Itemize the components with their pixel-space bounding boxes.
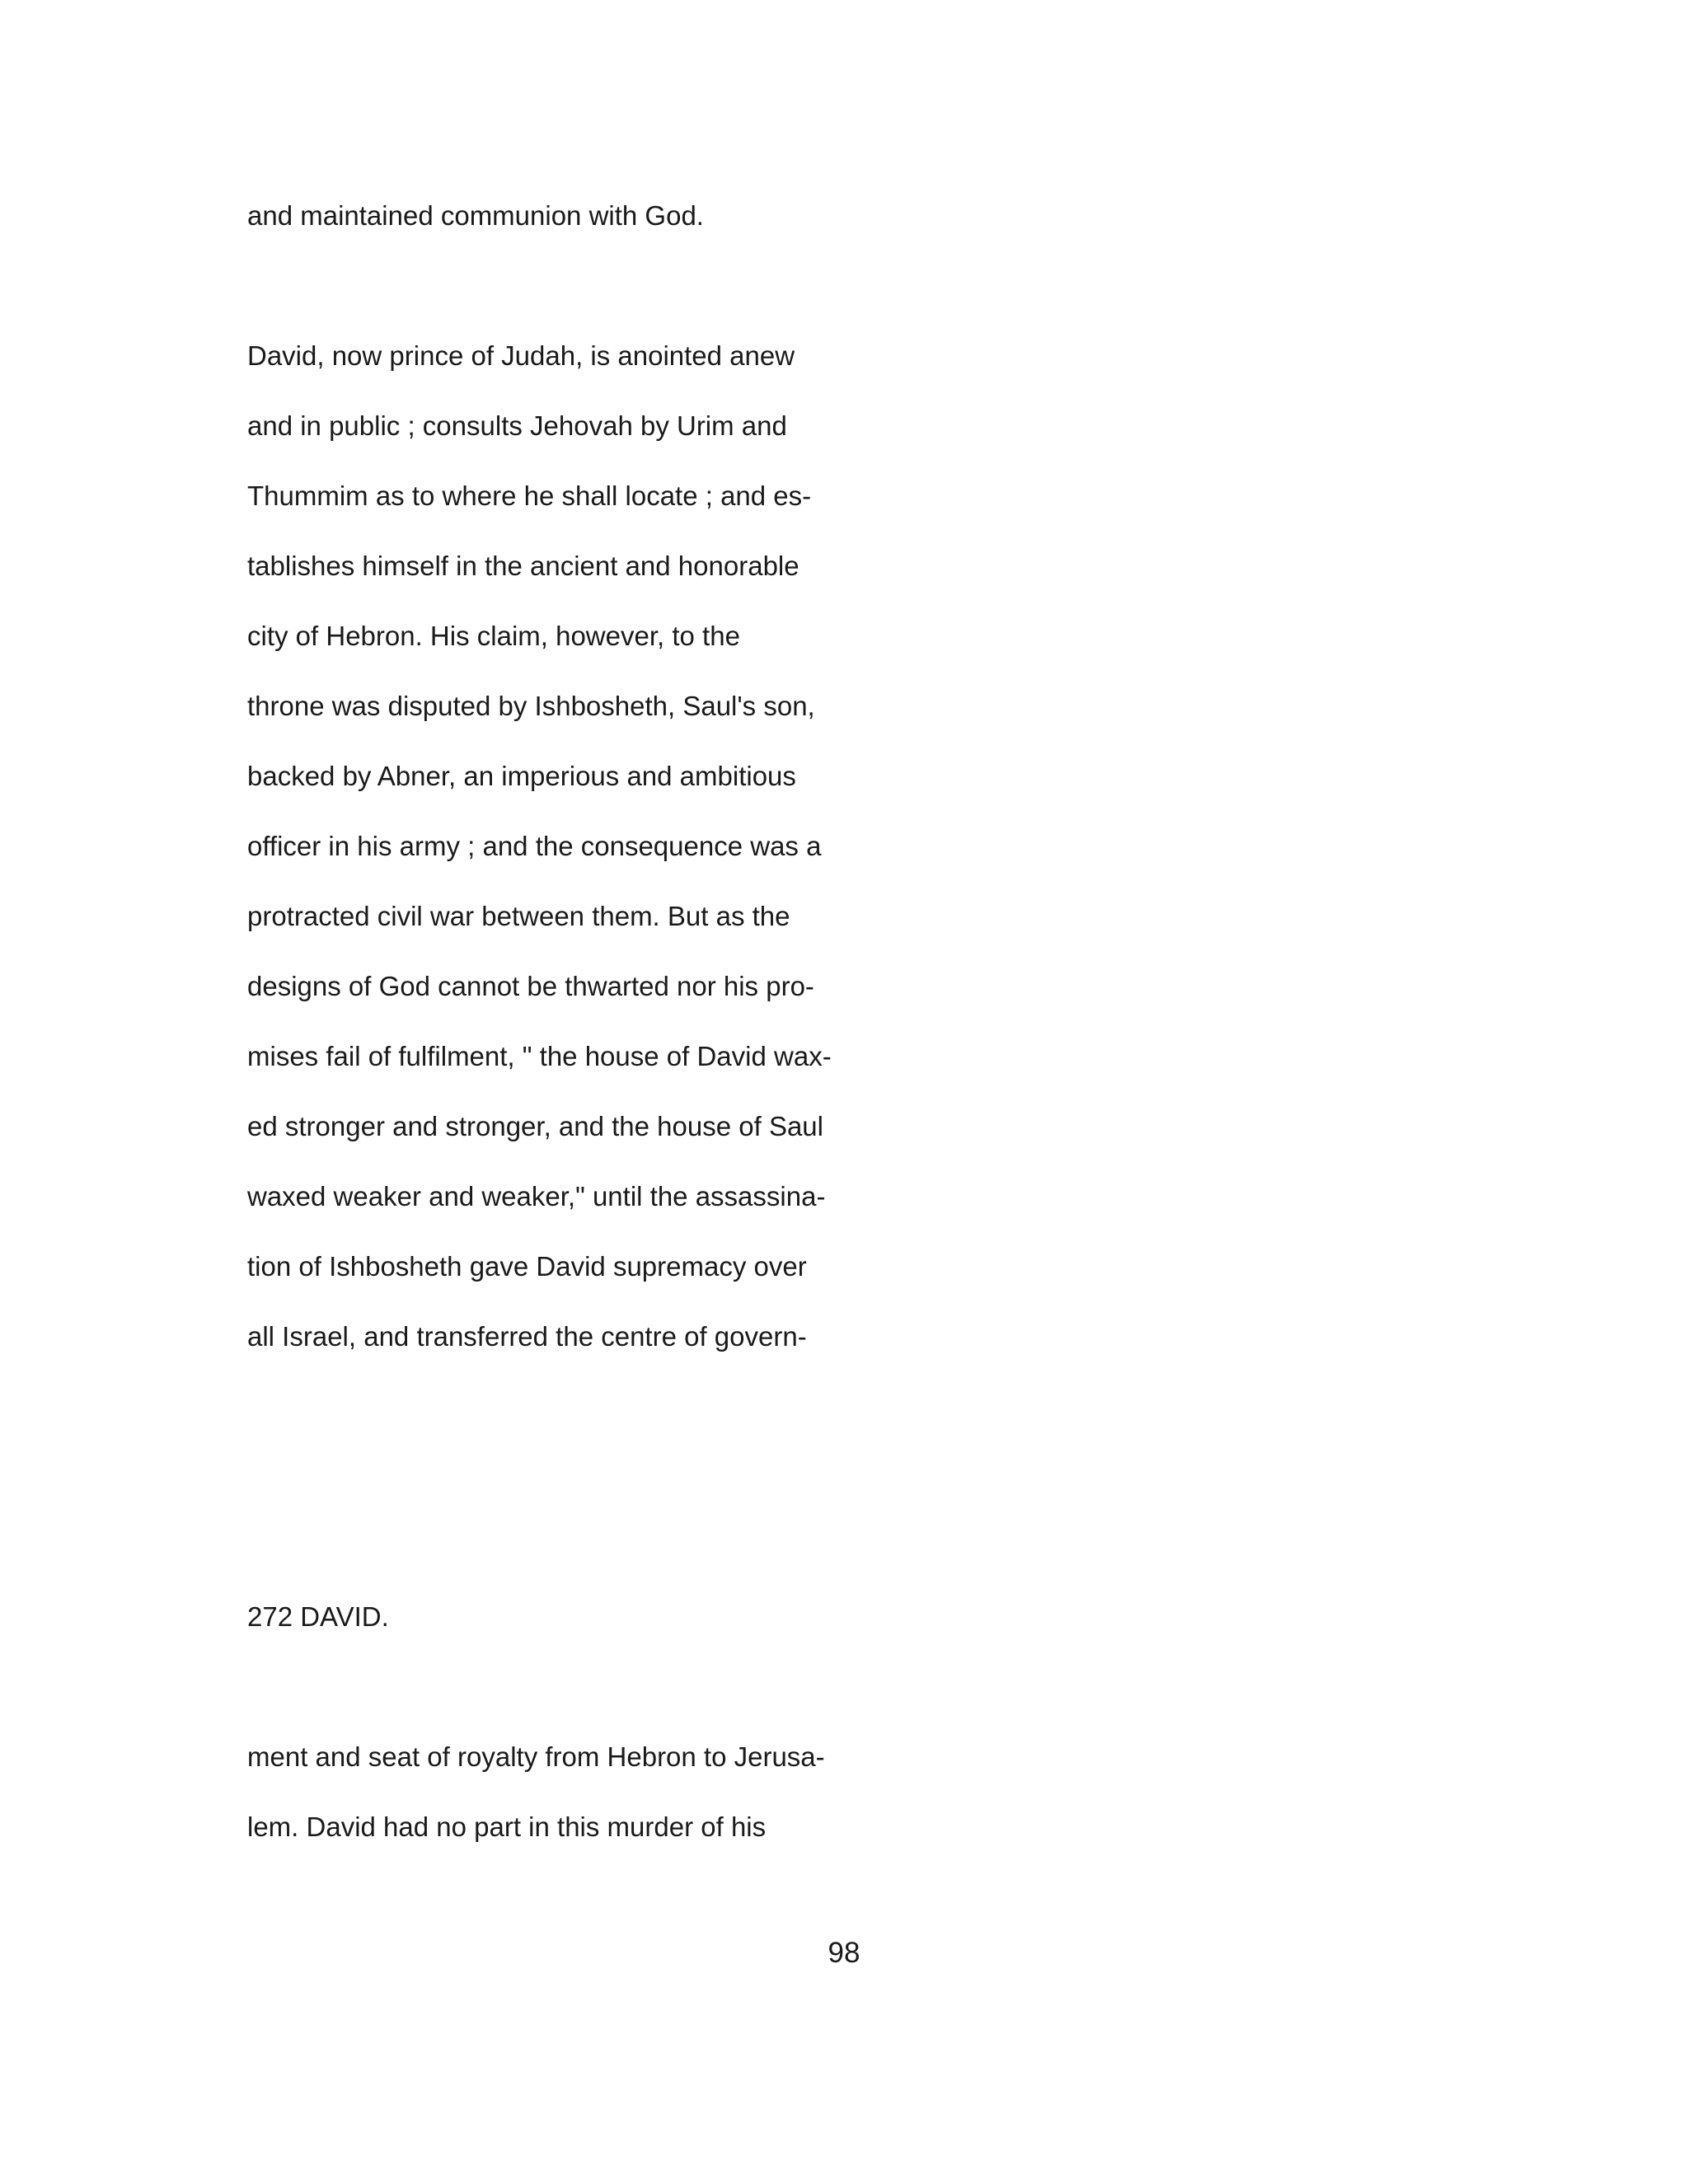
text-line: and in public ; consults Jehovah by Urim and	[247, 410, 787, 441]
text-line: lem. David had no part in this murder of his	[247, 1811, 767, 1842]
text-line: all Israel, and transferred the centre of govern-	[247, 1321, 807, 1352]
text-line: David, now prince of Judah, is anointed anew	[247, 340, 795, 371]
text-line: tablishes himself in the ancient and honorable	[247, 551, 799, 581]
page-number: 98	[828, 1937, 860, 1969]
text-line: waxed weaker and weaker," until the assassina-	[247, 1181, 826, 1212]
text-line: Thummim as to where he shall locate ; and es-	[247, 480, 812, 511]
text-line: designs of God cannot be thwarted nor his pro-	[247, 971, 814, 1001]
text-line: throne was disputed by Ishbosheth, Saul's son,	[247, 691, 815, 721]
text-line: protracted civil war between them. But as the	[247, 901, 790, 931]
running-header: 272 DAVID.	[247, 1601, 389, 1632]
text-line: city of Hebron. His claim, however, to the	[247, 621, 740, 651]
text-line: tion of Ishbosheth gave David supremacy over	[247, 1251, 807, 1282]
text-line: ed stronger and stronger, and the house of Saul	[247, 1111, 823, 1141]
text-line-opening: and maintained communion with God.	[247, 200, 704, 231]
text-line: backed by Abner, an imperious and ambitious	[247, 761, 796, 791]
text-line: mises fail of fulfilment, " the house of David wax-	[247, 1041, 832, 1071]
text-line: officer in his army ; and the consequence was a	[247, 831, 822, 861]
text-line: ment and seat of royalty from Hebron to Jerusa-	[247, 1741, 825, 1772]
